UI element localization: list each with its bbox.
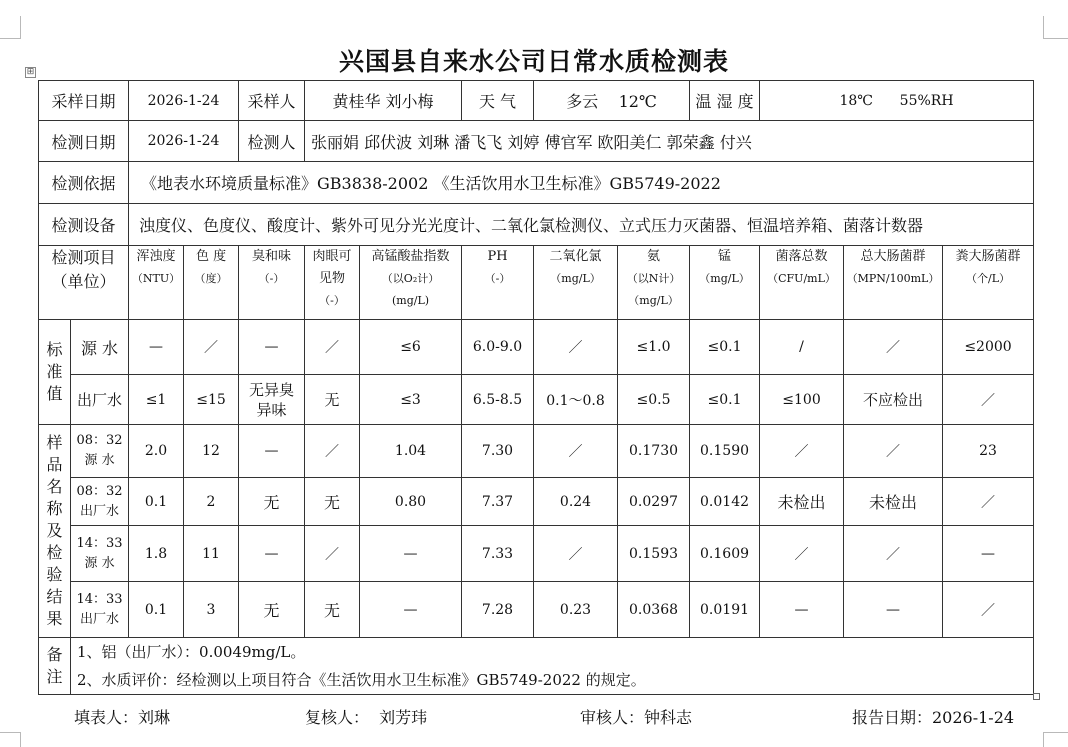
table-cell: 0.23 <box>534 582 618 638</box>
table-cell: / <box>760 320 844 375</box>
col-header-turbidity: 浑浊度 （NTU） <box>129 246 184 320</box>
sampler-label: 采样人 <box>239 81 305 121</box>
filler-signature: 填表人：刘琳 <box>74 708 171 727</box>
table-cell: 0.0191 <box>690 582 760 638</box>
test-date: 2026-1-24 <box>129 121 239 162</box>
table-cell: 不应检出 <box>844 375 943 425</box>
table-cell: 0.1590 <box>690 425 760 478</box>
table-cell: ／ <box>305 320 360 375</box>
table-cell: 6.0-9.0 <box>462 320 534 375</box>
page-title: 兴国县自来水公司日常水质检测表 <box>338 47 729 76</box>
col-header-colony-count: 菌落总数 （CFU/mL） <box>760 246 844 320</box>
table-cell: — <box>760 582 844 638</box>
table-cell: 无 <box>239 478 305 526</box>
page-corner-mark <box>0 732 21 747</box>
table-cell: 无 <box>305 478 360 526</box>
table-cell: 0.0368 <box>618 582 690 638</box>
standard-row <box>39 320 1034 375</box>
equipment: 浊度仪、色度仪、酸度计、紫外可见分光光度计、二氧化氯检测仪、立式压力灭菌器、恒温培养箱、菌落计数器 <box>129 204 1034 246</box>
table-resize-handle[interactable] <box>1033 693 1040 700</box>
table-cell: 0.1593 <box>618 526 690 582</box>
table-cell: — <box>844 582 943 638</box>
temp-humidity-value <box>760 81 1034 121</box>
reviewer-signature: 复核人： 刘芳玮 <box>305 708 428 727</box>
table-cell: — <box>129 320 184 375</box>
results-label: 样 品 名 称 及 检 验 结 果 <box>39 425 71 638</box>
table-cell: 0.24 <box>534 478 618 526</box>
col-header-odor: 臭和味 （-） <box>239 246 305 320</box>
table-cell: ／ <box>760 526 844 582</box>
col-header-ph: PH （-） <box>462 246 534 320</box>
table-cell: 7.37 <box>462 478 534 526</box>
table-cell: — <box>239 425 305 478</box>
remarks-label: 备 注 <box>39 638 71 695</box>
result-row <box>39 478 1034 526</box>
table-cell: 无 <box>239 582 305 638</box>
table-cell: — <box>943 526 1034 582</box>
table-cell: 未检出 <box>760 478 844 526</box>
table-cell: ≤100 <box>760 375 844 425</box>
basis-row <box>39 162 1034 204</box>
table-cell: ／ <box>844 425 943 478</box>
table-cell: ／ <box>534 320 618 375</box>
table-cell: ／ <box>844 526 943 582</box>
table-cell: 0.1730 <box>618 425 690 478</box>
table-cell: ≤1.0 <box>618 320 690 375</box>
table-cell: — <box>360 582 462 638</box>
col-header-permanganate: 高锰酸盐指数 （以O₂计） (mg/L) <box>360 246 462 320</box>
table-cell: ≤15 <box>184 375 239 425</box>
table-cell: 无异臭异味 <box>239 375 305 425</box>
equipment-label: 检测设备 <box>39 204 129 246</box>
weather-value <box>534 81 690 121</box>
table-cell: 0.1～0.8 <box>534 375 618 425</box>
table-cell: ／ <box>943 478 1034 526</box>
table-cell: ／ <box>943 582 1034 638</box>
table-cell: 无 <box>305 375 360 425</box>
table-cell: 7.33 <box>462 526 534 582</box>
table-cell: 23 <box>943 425 1034 478</box>
table-cell: 0.1609 <box>690 526 760 582</box>
remarks-content <box>71 638 1034 695</box>
sample-date: 2026-1-24 <box>129 81 239 121</box>
table-cell: — <box>360 526 462 582</box>
table-cell: 未检出 <box>844 478 943 526</box>
table-cell: 2.0 <box>129 425 184 478</box>
col-header-ammonia: 氨 （以N计） （mg/L） <box>618 246 690 320</box>
table-cell: ／ <box>534 425 618 478</box>
table-cell: 6.5-8.5 <box>462 375 534 425</box>
table-cell: — <box>239 320 305 375</box>
table-cell: — <box>239 526 305 582</box>
auditor-signature: 审核人：钟科志 <box>580 708 693 727</box>
table-cell: 0.80 <box>360 478 462 526</box>
table-cell: 2 <box>184 478 239 526</box>
col-header-manganese: 锰 （mg/L） <box>690 246 760 320</box>
water-quality-table <box>38 80 1034 695</box>
outdoor-temperature: 12℃ <box>618 92 657 111</box>
col-header-chlorine-dioxide: 二氧化氯 （mg/L） <box>534 246 618 320</box>
table-move-handle-icon[interactable]: ⊞ <box>26 67 35 77</box>
table-cell: 3 <box>184 582 239 638</box>
standard-row <box>39 375 1034 425</box>
table-cell: 1.04 <box>360 425 462 478</box>
sample-time-name: 14：33 出厂水 <box>71 582 129 638</box>
table-cell: ≤2000 <box>943 320 1034 375</box>
page-corner-mark <box>1043 732 1068 747</box>
table-cell: 无 <box>305 582 360 638</box>
remark-line: 1、铝（出厂水）：0.0049mg/L。 <box>77 643 306 661</box>
col-header-color: 色 度 （度） <box>184 246 239 320</box>
item-header-label: 检测项目 <box>51 248 116 267</box>
table-cell: 0.0142 <box>690 478 760 526</box>
report-date: 报告日期：2026-1-24 <box>852 708 1015 727</box>
table-cell: 11 <box>184 526 239 582</box>
test-date-label: 检测日期 <box>39 121 129 162</box>
basis-label: 检测依据 <box>39 162 129 204</box>
weather: 多云 <box>566 92 599 111</box>
remarks-row <box>39 638 1034 695</box>
row-name: 源 水 <box>71 320 129 375</box>
sample-info-row <box>39 81 1034 121</box>
result-row <box>39 526 1034 582</box>
temp-humidity-label: 温 湿 度 <box>690 81 760 121</box>
item-unit-header <box>39 246 129 320</box>
table-cell: ≤1 <box>129 375 184 425</box>
indoor-temperature: 18℃ <box>839 92 873 109</box>
sample-time-name: 08：32 出厂水 <box>71 478 129 526</box>
row-name: 出厂水 <box>71 375 129 425</box>
table-cell: ／ <box>760 425 844 478</box>
tester-label: 检测人 <box>239 121 305 162</box>
result-row <box>39 582 1034 638</box>
table-cell: ／ <box>305 425 360 478</box>
table-cell: ≤0.5 <box>618 375 690 425</box>
col-header-fecal-coliform: 粪大肠菌群 （个/L） <box>943 246 1034 320</box>
table-cell: ／ <box>943 375 1034 425</box>
table-cell: 0.0297 <box>618 478 690 526</box>
table-cell: 12 <box>184 425 239 478</box>
table-header-row <box>39 246 1034 320</box>
sample-time-name: 14：33 源 水 <box>71 526 129 582</box>
humidity: 55%RH <box>899 92 954 109</box>
testers: 张丽娟 邱伏波 刘琳 潘飞飞 刘婷 傅官军 欧阳美仁 郭荣鑫 付兴 <box>305 121 1034 162</box>
unit-header-label: （单位） <box>51 272 116 291</box>
table-cell: ≤0.1 <box>690 375 760 425</box>
remark-line: 2、水质评价：经检测以上项目符合《生活饮用水卫生标准》GB5749-2022 的规定。 <box>77 671 646 689</box>
test-info-row <box>39 121 1034 162</box>
table-cell: ≤0.1 <box>690 320 760 375</box>
sample-time-name: 08：32 源 水 <box>71 425 129 478</box>
page-corner-mark <box>0 16 21 39</box>
table-cell: ／ <box>184 320 239 375</box>
standard-label: 标 准 值 <box>39 320 71 425</box>
table-cell: ／ <box>534 526 618 582</box>
equipment-row <box>39 204 1034 246</box>
samplers: 黄桂华 刘小梅 <box>305 81 462 121</box>
table-cell: ／ <box>305 526 360 582</box>
sample-date-label: 采样日期 <box>39 81 129 121</box>
page-corner-mark <box>1043 16 1068 39</box>
basis: 《地表水环境质量标准》GB3838-2002 《生活饮用水卫生标准》GB5749-2022 <box>129 162 1034 204</box>
weather-label: 天 气 <box>462 81 534 121</box>
table-cell: ≤6 <box>360 320 462 375</box>
table-cell: ≤3 <box>360 375 462 425</box>
col-header-total-coliform: 总大肠菌群 （MPN/100mL） <box>844 246 943 320</box>
table-cell: 7.28 <box>462 582 534 638</box>
table-cell: 0.1 <box>129 582 184 638</box>
result-row <box>39 425 1034 478</box>
table-cell: 0.1 <box>129 478 184 526</box>
table-cell: 7.30 <box>462 425 534 478</box>
table-cell: ／ <box>844 320 943 375</box>
col-header-visible-matter: 肉眼可 见物 （-） <box>305 246 360 320</box>
table-cell: 1.8 <box>129 526 184 582</box>
